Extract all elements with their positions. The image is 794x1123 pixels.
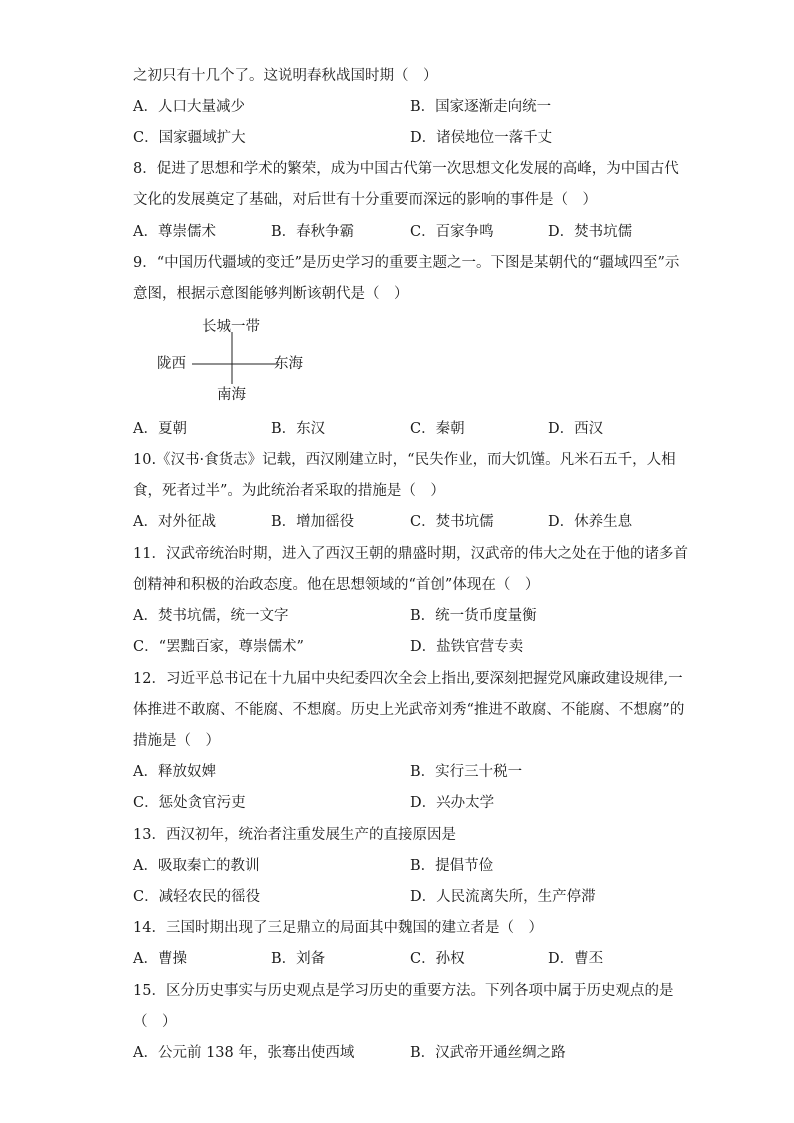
q10-option-c[interactable]: C．焚书坑儒 xyxy=(410,514,494,530)
q13-option-d[interactable]: D．人民流离失所，生产停滞 xyxy=(410,889,596,905)
q15-stem-line1: 15．区分历史事实与历史观点是学习历史的重要方法。下列各项中属于历史观点的是 xyxy=(133,983,674,999)
q12-stem-line3: 措施是（ ） xyxy=(133,733,220,749)
q12-stem-line2: 体推进不敢腐、不能腐、不想腐。历史上光武帝刘秀“推进不敢腐、不能腐、不想腐”的 xyxy=(133,702,685,718)
q10-option-a[interactable]: A．对外征战 xyxy=(133,514,216,530)
q9-option-d[interactable]: D．西汉 xyxy=(548,421,604,437)
q8-option-b[interactable]: B．春秋争霸 xyxy=(271,224,355,240)
q10-stem-line1: 10.《汉书·食货志》记载，西汉刚建立时，“民失作业，而大饥馑。凡米石五千，人相 xyxy=(133,452,676,468)
diagram-label-west: 陇西 xyxy=(157,356,186,372)
q10-option-d[interactable]: D．休养生息 xyxy=(548,514,633,530)
diagram-label-east: 东海 xyxy=(274,356,303,372)
q8-option-c[interactable]: C．百家争鸣 xyxy=(410,224,494,240)
q15-option-a[interactable]: A．公元前 138 年，张骞出使西域 xyxy=(133,1045,355,1061)
q8-option-a[interactable]: A．尊崇儒术 xyxy=(133,224,216,240)
q11-stem-line2: 创精神和积极的治政态度。他在思想领域的“首创”体现在（ ） xyxy=(133,577,540,593)
q11-option-b[interactable]: B．统一货币度量衡 xyxy=(410,608,537,624)
q13-option-b[interactable]: B．提倡节俭 xyxy=(410,858,494,874)
q8-stem-line2: 文化的发展奠定了基础，对后世有十分重要而深远的影响的事件是（ ） xyxy=(133,192,597,208)
q13-option-a[interactable]: A．吸取秦亡的教训 xyxy=(133,858,260,874)
q9-stem-line1: 9．“中国历代疆域的变迁”是历史学习的重要主题之一。下图是某朝代的“疆域四至”示 xyxy=(133,255,680,271)
q14-option-b[interactable]: B．刘备 xyxy=(271,951,326,967)
q12-stem-line1: 12．习近平总书记在十九届中央纪委四次全会上指出,要深刻把握党风廉政建设规律,一 xyxy=(133,671,683,687)
q10-option-b[interactable]: B．增加徭役 xyxy=(271,514,355,530)
q13-stem-line1: 13．西汉初年，统治者注重发展生产的直接原因是 xyxy=(133,827,456,843)
q12-option-c[interactable]: C．惩处贪官污吏 xyxy=(133,795,246,811)
q14-stem-line1: 14．三国时期出现了三足鼎立的局面其中魏国的建立者是（ ） xyxy=(133,920,543,936)
q12-option-b[interactable]: B．实行三十税一 xyxy=(410,764,523,780)
q9-option-b[interactable]: B．东汉 xyxy=(271,421,326,437)
q11-option-c[interactable]: C．“罢黜百家，尊崇儒术” xyxy=(133,639,304,655)
q13-option-c[interactable]: C．减轻农民的徭役 xyxy=(133,889,261,905)
territory-diagram xyxy=(150,318,320,410)
q7-stem: 之初只有十几个了。这说明春秋战国时期（ ） xyxy=(133,68,438,84)
diagram-label-south: 南海 xyxy=(217,387,246,403)
q11-option-d[interactable]: D．盐铁官营专卖 xyxy=(410,639,524,655)
q15-option-b[interactable]: B．汉武帝开通丝绸之路 xyxy=(410,1045,566,1061)
q11-option-a[interactable]: A．焚书坑儒，统一文字 xyxy=(133,608,289,624)
q9-option-c[interactable]: C．秦朝 xyxy=(410,421,465,437)
q8-stem-line1: 8．促进了思想和学术的繁荣，成为中国古代第一次思想文化发展的高峰，为中国古代 xyxy=(133,161,679,177)
q7-option-d[interactable]: D．诸侯地位一落千丈 xyxy=(410,130,553,146)
q12-option-d[interactable]: D．兴办太学 xyxy=(410,795,495,811)
q7-option-a[interactable]: A．人口大量减少 xyxy=(133,99,245,115)
diagram-label-north: 长城一带 xyxy=(202,319,260,335)
q9-stem-line2: 意图，根据示意图能够判断该朝代是（ ） xyxy=(133,286,409,302)
q14-option-c[interactable]: C．孙权 xyxy=(410,951,465,967)
q14-option-a[interactable]: A．曹操 xyxy=(133,951,187,967)
q15-stem-line2: （ ） xyxy=(133,1014,177,1030)
q9-option-a[interactable]: A．夏朝 xyxy=(133,421,187,437)
q10-stem-line2: 食，死者过半”。为此统治者采取的措施是（ ） xyxy=(133,483,445,499)
q8-option-d[interactable]: D．焚书坑儒 xyxy=(548,224,633,240)
q7-option-c[interactable]: C．国家疆域扩大 xyxy=(133,130,246,146)
q12-option-a[interactable]: A．释放奴婢 xyxy=(133,764,216,780)
q14-option-d[interactable]: D．曹丕 xyxy=(548,951,604,967)
q7-option-b[interactable]: B．国家逐渐走向统一 xyxy=(410,99,552,115)
q11-stem-line1: 11．汉武帝统治时期，进入了西汉王朝的鼎盛时期，汉武帝的伟大之处在于他的诸多首 xyxy=(133,546,688,562)
